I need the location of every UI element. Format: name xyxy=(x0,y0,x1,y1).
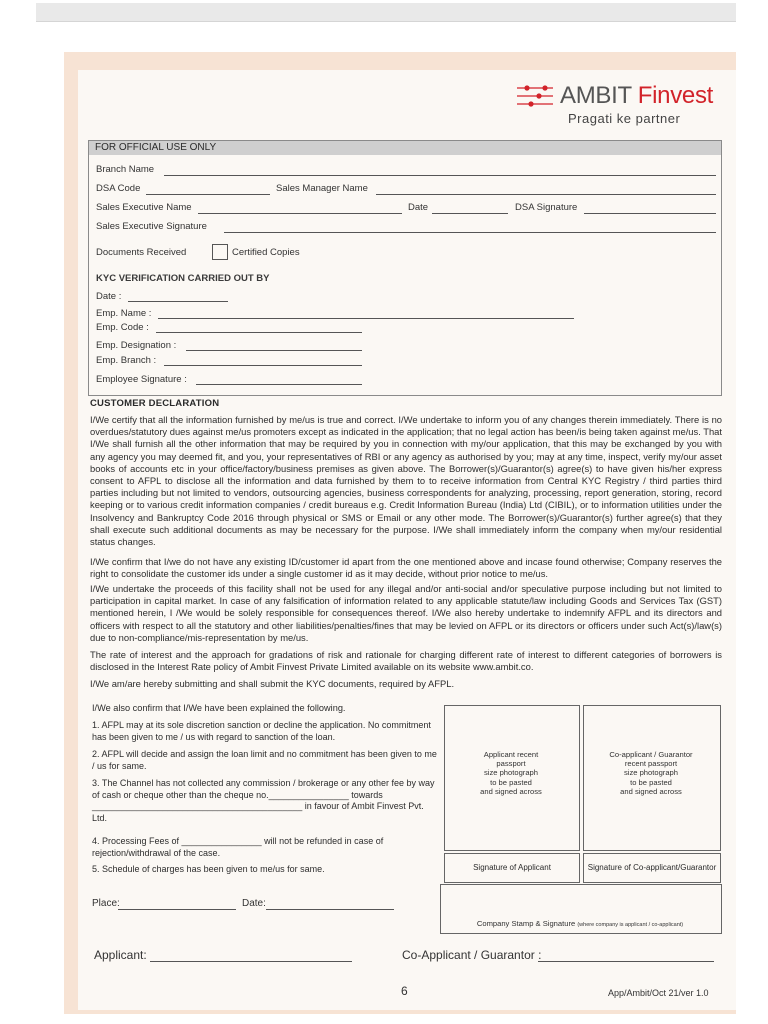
form-version-code: App/Ambit/Oct 21/ver 1.0 xyxy=(608,988,709,998)
branch-name-label: Branch Name xyxy=(96,164,155,175)
declaration-paragraph-2: I/We confirm that I/we do not have any existing ID/customer id apart from the one mentioned above and incase found otherwise; Company reserves the right to consolidate the customer ids under a single customer id as it may decide, without prior notice to me/us. xyxy=(90,556,722,580)
certified-copies-checkbox[interactable] xyxy=(212,244,228,260)
declaration-date-label: Date: xyxy=(242,898,266,909)
official-date-field[interactable] xyxy=(432,212,508,214)
emp-code-label: Emp. Code : xyxy=(96,322,149,333)
ambit-logo-icon xyxy=(515,84,555,108)
sales-executive-name-field[interactable] xyxy=(198,212,402,214)
sales-executive-name-label: Sales Executive Name xyxy=(96,202,192,213)
explained-item-1: 1. AFPL may at its sole discretion sanction or decline the application. No commitment has been given to me / us with regard to sanction of the loan. xyxy=(92,720,431,742)
explained-item-3: 3. The Channel has not collected any commission / brokerage or any other fee by way of cash or cheque other than the cheque no.________________ towards __________________________________________ in favour of Ambit Finvest Pvt. Ltd. xyxy=(92,778,435,823)
coapplicant-signature-field[interactable] xyxy=(538,960,714,962)
applicant-signature-field[interactable] xyxy=(150,960,352,962)
emp-code-field[interactable] xyxy=(156,331,362,333)
applicant-photo-instructions: Applicant recent passport size photograph to be pasted and signed across xyxy=(480,750,542,796)
brand-tagline: Pragati ke partner xyxy=(568,111,681,126)
sales-executive-signature-label: Sales Executive Signature xyxy=(96,221,207,232)
emp-name-field[interactable] xyxy=(158,317,574,319)
customer-declaration-title: CUSTOMER DECLARATION xyxy=(90,398,220,409)
emp-name-label: Emp. Name : xyxy=(96,308,152,319)
scan-top-edge xyxy=(36,3,736,22)
emp-designation-field[interactable] xyxy=(186,349,362,351)
official-date-label: Date xyxy=(408,202,429,213)
certified-copies-label: Certified Copies xyxy=(232,247,300,258)
official-use-box xyxy=(88,140,722,396)
place-field[interactable] xyxy=(118,908,236,910)
declaration-date-field[interactable] xyxy=(266,908,394,910)
documents-received-label: Documents Received xyxy=(96,247,187,258)
company-stamp-label: Company Stamp & Signature xyxy=(476,919,576,928)
coapplicant-signature-box[interactable]: Signature of Co-applicant/Guarantor xyxy=(583,853,721,883)
emp-branch-label: Emp. Branch : xyxy=(96,355,157,366)
kyc-date-label: Date : xyxy=(96,291,122,302)
declaration-paragraph-1: I/We certify that all the information furnished by me/us is true and correct. I/We undertake to inform you of any changes therein immediately. There is no overdues/statutory dues against me/us promoters except as indicated in the application; that no legal action has been/is being taken against me/us. That I/We shall furnish all the other information that may be required by you in connection with my/our application, that this may be exchanged by you with any agency you may deemed fit, and you, your representatives of RBI or any agency as authorised by you; may at any time, inspect, verify my/our asset books of accounts etc in your office/factory/business premises as given above. The Borrower(s)/Guarantor(s) agree(s) to have given his/her express consent to AFPL to disclose all the information and data furnished by them to to receive information from Central KYC Registry / third parties third parties including but not limited to vendors, outsourcing agencies, business correspondents for analyzing, processing, report generation, storing, record keeping or to various credit information companies / credit bureaus e.g. Credit Information Bureau (India) Ltd (CIBIL), or to information utilities under the Insolvency and Bankruptcy Code 2016 through physical or SMS or Email or any other mode. The Borrower(s)/Guarantor(s) further agree(s) that they shall execute such additional documents as may be necessary for the purpose. I/We shall immediately inform the company when my/our residential status changes. xyxy=(90,414,722,548)
coapplicant-label: Co-Applicant / Guarantor : xyxy=(402,948,542,962)
kyc-date-field[interactable] xyxy=(128,300,228,302)
dsa-code-field[interactable] xyxy=(146,193,270,195)
brand-name-gray: AMBIT xyxy=(560,82,638,109)
declaration-paragraph-3: I/We undertake the proceeds of this facility shall not be used for any illegal and/or anti-social and/or speculative purpose including but not limited to participation in capital market. In case of any falsification of information related to any applicable statute/law including Goods and Services Tax (GST) mentioned herein, I /We would be solely responsible for consequences thereof. I/We also hereby undertake to indemnify AFPL and its directors and officers with respect to all the statutory and other liabilities/penalties/fines that may be levied on AFPL or its directors or officers under such Act(s)/law(s) due to non-compliance/mis-representation by me/us. xyxy=(90,583,722,643)
declaration-paragraph-5: I/We am/are hereby submitting and shall submit the KYC documents, required by AFPL. xyxy=(90,678,455,689)
dsa-code-label: DSA Code xyxy=(96,183,141,194)
applicant-label: Applicant: xyxy=(94,948,147,962)
explained-item-5: 5. Schedule of charges has been given to me/us for same. xyxy=(92,864,325,874)
kyc-title: KYC VERIFICATION CARRIED OUT BY xyxy=(96,273,270,284)
branch-name-field[interactable] xyxy=(164,174,716,176)
sales-manager-name-field[interactable] xyxy=(376,193,716,195)
official-use-header: FOR OFFICIAL USE ONLY xyxy=(89,141,721,155)
coapplicant-photo-instructions: Co-applicant / Guarantor recent passport size photograph to be pasted and signed across xyxy=(609,750,693,796)
explained-item-4: 4. Processing Fees of ________________ will not be refunded in case of rejection/withdrawal of the case. xyxy=(92,836,384,858)
employee-signature-field[interactable] xyxy=(196,383,362,385)
sales-executive-signature-field[interactable] xyxy=(224,231,716,233)
declaration-paragraph-4: The rate of interest and the approach for gradations of risk and rationale for charging different rate of interest to different categories of borrowers is disclosed in the Interest Rate policy of Ambit Finvest Private Limited available on its website www.ambit.co. xyxy=(90,649,722,673)
dsa-signature-label: DSA Signature xyxy=(515,202,578,213)
company-stamp-note: (where company is applicant / co-applicant) xyxy=(577,922,684,928)
emp-branch-field[interactable] xyxy=(164,364,362,366)
dsa-signature-field[interactable] xyxy=(584,212,716,214)
sales-manager-name-label: Sales Manager Name xyxy=(276,183,368,194)
emp-designation-label: Emp. Designation : xyxy=(96,340,177,351)
page-number: 6 xyxy=(401,984,408,998)
company-stamp-caption xyxy=(440,919,720,928)
employee-signature-label: Employee Signature : xyxy=(96,374,187,385)
brand-name-red: Finvest xyxy=(637,82,714,109)
applicant-signature-box[interactable]: Signature of Applicant xyxy=(444,853,580,883)
explained-intro: I/We also confirm that I/We have been explained the following. xyxy=(92,703,346,713)
place-label: Place: xyxy=(92,898,120,909)
brand-name xyxy=(560,82,713,110)
explained-item-2: 2. AFPL will decide and assign the loan limit and no commitment has been given to me / us for same. xyxy=(92,749,437,771)
